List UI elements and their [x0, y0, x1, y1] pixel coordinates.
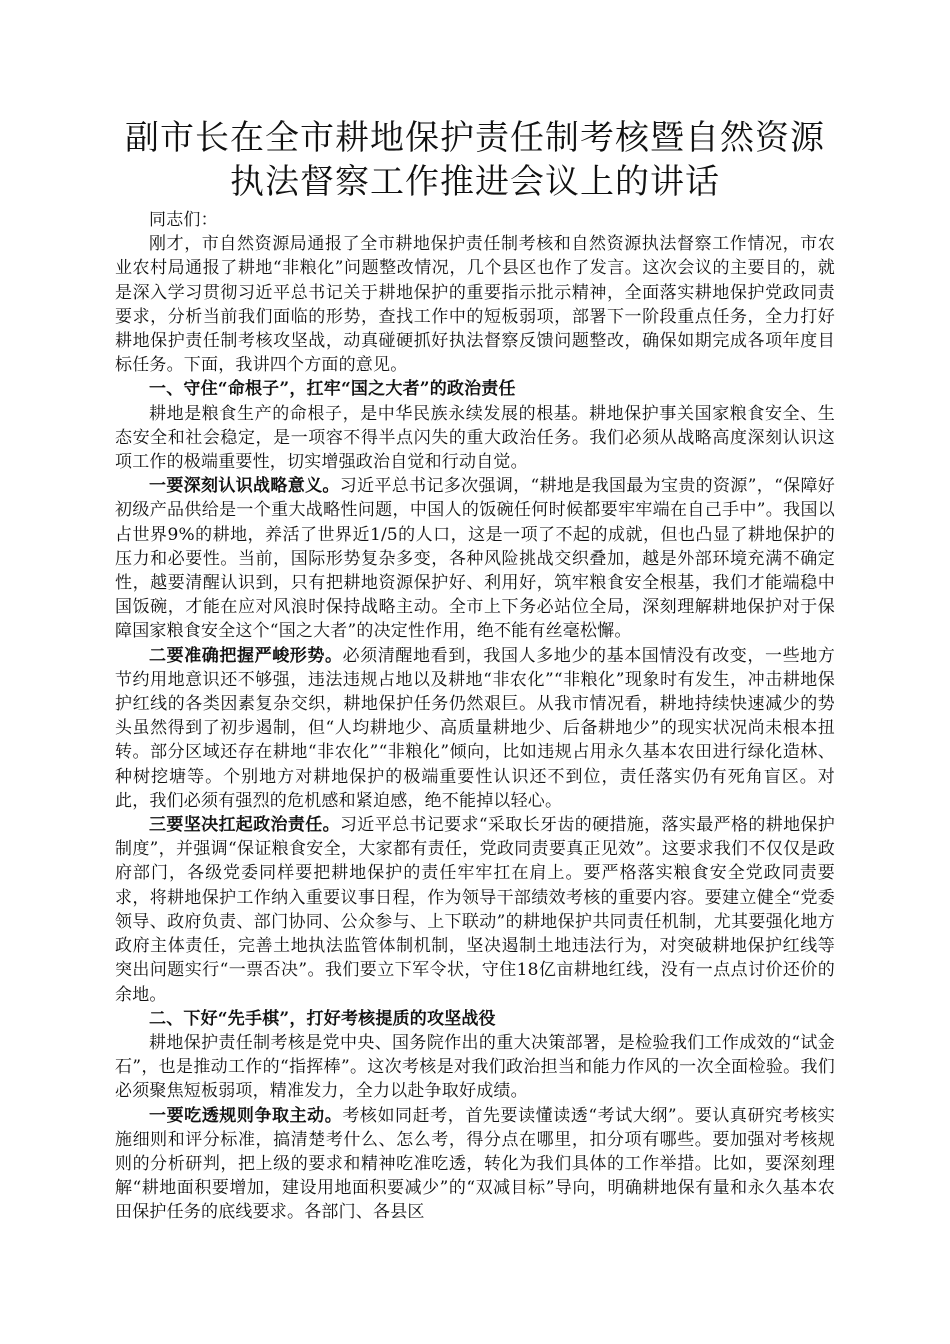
point-lead: 三要坚决扛起政治责任。: [149, 815, 340, 836]
section-1-point-1: [115, 474, 835, 643]
section-2-point-1: [115, 1104, 835, 1225]
section-2-heading: 二、下好“先手棋”，打好考核提质的攻坚战役: [149, 1008, 496, 1029]
section-1-paragraph: 耕地是粮食生产的命根子，是中华民族永续发展的根基。耕地保护事关国家粮食安全、生态安全和社会稳定，是一项容不得半点闪失的重大政治任务。我们必须从战略高度深刻认识这项工作的极端重要性，切实增强政治自觉和行动自觉。: [115, 403, 835, 473]
document-title: [115, 116, 835, 204]
section-1-heading: 一、守住“命根子”，扛牢“国之大者”的政治责任: [149, 379, 516, 400]
title-line-1: 副市长在全市耕地保护责任制考核暨自然资源: [125, 118, 825, 158]
document-page: [115, 116, 835, 1225]
salutation: 同志们：: [149, 210, 218, 230]
section-1-point-2: [115, 644, 835, 813]
title-line-2: 执法督察工作推进会议上的讲话: [230, 162, 720, 202]
point-lead: 二要准确把握严峻形势。: [149, 645, 343, 666]
intro-paragraph: 刚才，市自然资源局通报了全市耕地保护责任制考核和自然资源执法督察工作情况，市农业农村局通报了耕地“非粮化”问题整改情况，几个县区也作了发言。这次会议的主要目的，就是深入学习贯彻习近平总书记关于耕地保护的重要指示批示精神，全面落实耕地保护党政同责要求，分析当前我们面临的形势，查找工作中的短板弱项，部署下一阶段重点任务，全力打好耕地保护责任制考核攻坚战，动真碰硬抓好执法督察反馈问题整改，确保如期完成各项年度目标任务。下面，我讲四个方面的意见。: [115, 234, 835, 376]
point-text: 习近平总书记要求“采取长牙齿的硬措施，落实最严格的耕地保护制度”，并强调“保证粮食安全，大家都有责任，党政同责要真正见效”。这要求我们不仅仅是政府部门，各级党委同样要把耕地保护的责任牢牢扛在肩上。要严格落实粮食安全党政同责要求，将耕地保护工作纳入重要议事日程，作为领导干部绩效考核的重要内容。要建立健全“党委领导、政府负责、部门协同、公众参与、上下联动”的耕地保护共同责任机制，尤其要强化地方政府主体责任，完善土地执法监管体制机制，坚决遏制土地违法行为，对突破耕地保护红线等突出问题实行“一票否决”。我们要立下军令状，守住18亿亩耕地红线，没有一点点讨价还价的余地。: [115, 815, 835, 1005]
point-text: 习近平总书记多次强调，“耕地是我国最为宝贵的资源”，“保障好初级产品供给是一个重大战略性问题，中国人的饭碗任何时候都要牢牢端在自己手中”。我国以占世界9%的耕地，养活了世界近1/5的人口，这是一项了不起的成就，但也凸显了耕地保护的压力和必要性。当前，国际形势复杂多变，各种风险挑战交织叠加，越是外部环境充满不确定性，越要清醒认识到，只有把耕地资源保护好、利用好，筑牢粮食安全根基，我们才能端稳中国饭碗，才能在应对风浪时保持战略主动。全市上下务必站位全局，深刻理解耕地保护对于保障国家粮食安全这个“国之大者”的决定性作用，绝不能有丝毫松懈。: [115, 476, 835, 642]
point-lead: 一要深刻认识战略意义。: [149, 476, 340, 497]
point-lead: 一要吃透规则争取主动。: [149, 1105, 343, 1126]
point-text: 考核如同赶考，首先要读懂读透“考试大纲”。要认真研究考核实施细则和评分标准，搞清楚考什么、怎么考，得分点在哪里，扣分项有哪些。要加强对考核规则的分析研判，把上级的要求和精神吃准吃透，转化为我们具体的工作举措。比如，要深刻理解“耕地面积要增加，建设用地面积要减少”的“双减目标”导向，明确耕地保有量和永久基本农田保护任务的底线要求。各部门、各县区: [115, 1105, 835, 1223]
section-2-paragraph: 耕地保护责任制考核是党中央、国务院作出的重大决策部署，是检验我们工作成效的“试金石”，也是推动工作的“指挥棒”。这次考核是对我们政治担当和能力作风的一次全面检验。我们必须聚焦短板弱项，精准发力，全力以赴争取好成绩。: [115, 1032, 835, 1102]
section-1-point-3: [115, 813, 835, 1007]
point-text: 必须清醒地看到，我国人多地少的基本国情没有改变，一些地方节约用地意识还不够强，违法违规占地以及耕地“非农化”“非粮化”现象时有发生，冲击耕地保护红线的各类因素复杂交织，耕地保护任务仍然艰巨。从我市情况看，耕地持续快速减少的势头虽然得到了初步遏制，但“人均耕地少、高质量耕地少、后备耕地少”的现实状况尚未根本扭转。部分区域还存在耕地“非农化”“非粮化”倾向，比如违规占用永久基本农田进行绿化造林、种树挖塘等。个别地方对耕地保护的极端重要性认识还不到位，责任落实仍有死角盲区。对此，我们必须有强烈的危机感和紧迫感，绝不能掉以轻心。: [115, 645, 835, 811]
document-body: [115, 208, 835, 1225]
